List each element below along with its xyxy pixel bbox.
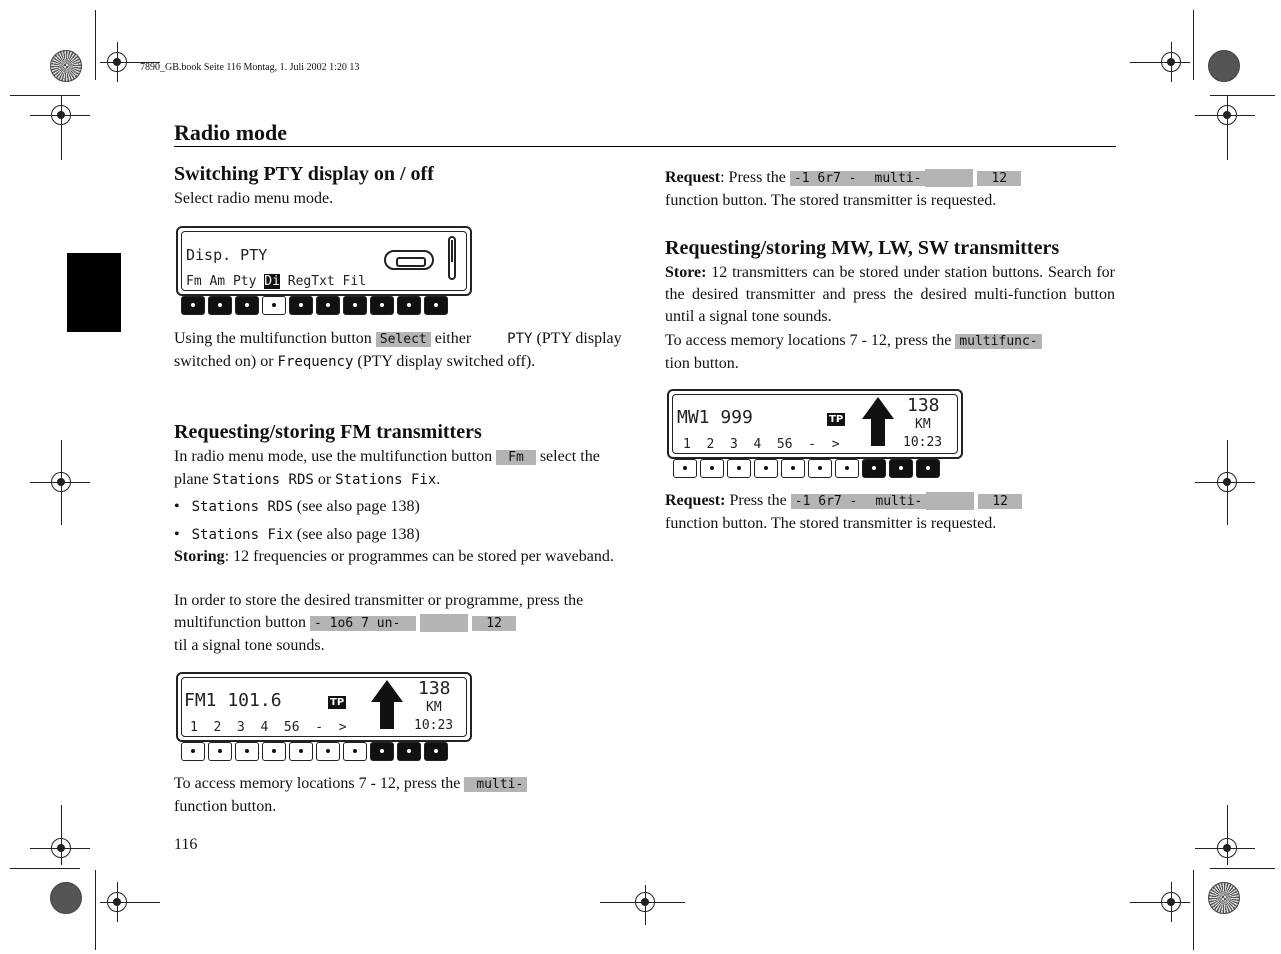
- display-line-2: Fm Am Pty Di RegTxt Fil: [186, 274, 367, 289]
- page-number: 116: [174, 836, 198, 853]
- section-heading-pty: Switching PTY display on / off: [174, 163, 434, 185]
- display-station: FM1 101.6: [184, 690, 282, 711]
- multifunction-button-5[interactable]: [289, 296, 313, 315]
- multifunction-button-3[interactable]: [235, 742, 259, 761]
- multifunction-button-row: [181, 296, 448, 315]
- display-presets: 1 2 3 4 56 - >: [190, 720, 347, 735]
- registration-mark: [51, 838, 71, 858]
- multifunction-button-1[interactable]: [181, 296, 205, 315]
- color-rosette-top-right: [1208, 50, 1240, 82]
- multifunction-button-3[interactable]: [727, 459, 751, 478]
- paragraph: To access memory locations 7 - 12, press the multifunc- tion button.: [665, 330, 1117, 375]
- multifunction-button-7[interactable]: [343, 296, 367, 315]
- registration-mark: [635, 892, 655, 912]
- registration-mark: [1161, 52, 1181, 72]
- display-selected-item: Di: [264, 274, 280, 289]
- crop-mark: [95, 870, 96, 950]
- color-rosette-bottom-right: [1208, 882, 1240, 914]
- registration-mark: [107, 892, 127, 912]
- paragraph: In radio menu mode, use the multifunction button Fm select the plane Stations RDS or Stations Fix.: [174, 448, 600, 488]
- multifunction-button-row: [181, 742, 448, 761]
- direction-arrow-icon: [371, 680, 403, 702]
- multifunction-button-1[interactable]: [673, 459, 697, 478]
- display-line-1: Disp. PTY: [186, 246, 268, 264]
- multifunction-button-4[interactable]: [262, 742, 286, 761]
- paragraph: In order to store the desired transmitter or programme, press the multifunction button - 1o6 7 un- 12 til a signal tone sounds.: [174, 592, 584, 654]
- multifunction-button-row: [673, 459, 940, 478]
- paragraph: Using the multifunction button Select either PTY (PTY display switched on) or Frequency (PTY display switched off).: [174, 330, 622, 370]
- radio-display-pty: [176, 226, 472, 296]
- traffic-program-icon: TP: [829, 414, 844, 425]
- crop-mark: [95, 10, 96, 80]
- radio-display-fm: [176, 672, 472, 742]
- cassette-icon: [384, 250, 434, 270]
- paragraph: Select radio menu mode.: [174, 190, 334, 207]
- registration-mark: [107, 52, 127, 72]
- multifunction-button-5[interactable]: [781, 459, 805, 478]
- registration-mark: [51, 472, 71, 492]
- multifunction-button-8[interactable]: [862, 459, 886, 478]
- display-distance: 138: [418, 678, 451, 699]
- registration-mark: [51, 105, 71, 125]
- multifunction-button-2[interactable]: [208, 296, 232, 315]
- direction-arrow-stem: [871, 418, 885, 446]
- color-rosette-bottom-left: [50, 882, 82, 914]
- crop-mark: [1193, 870, 1194, 950]
- multifunction-button-1[interactable]: [181, 742, 205, 761]
- paragraph: Store: 12 transmitters can be stored under station buttons. Search for the desired transmitter and press the desired multi-function button until a signal tone sounds.: [665, 264, 1116, 325]
- display-station: MW1 999: [677, 407, 753, 428]
- level-indicator-icon: [448, 236, 456, 280]
- paragraph: Storing: 12 frequencies or programmes can be stored per waveband.: [174, 548, 614, 565]
- paragraph: Request: Press the -1 6r7 - multi- 12 function button. The stored transmitter is requested.: [665, 167, 1117, 212]
- registration-mark: [1217, 105, 1237, 125]
- registration-mark: [1217, 838, 1237, 858]
- paragraph: Request: Press the -1 6r7 - multi- 12 function button. The stored transmitter is requested.: [665, 490, 1117, 535]
- multifunction-button-10[interactable]: [424, 742, 448, 761]
- multifunction-button-8[interactable]: [370, 742, 394, 761]
- multifunction-button-4[interactable]: [754, 459, 778, 478]
- traffic-program-icon: TP: [330, 697, 345, 708]
- section-heading-mw-lw-sw: Requesting/storing MW, LW, SW transmitters: [665, 237, 1060, 259]
- multifunction-button-9[interactable]: [397, 296, 421, 315]
- highlighted-button-label: Fm: [496, 450, 536, 465]
- crop-mark: [10, 868, 80, 869]
- multifunction-button-10[interactable]: [916, 459, 940, 478]
- multifunction-button-2[interactable]: [208, 742, 232, 761]
- display-presets: 1 2 3 4 56 - >: [683, 437, 840, 452]
- page-title: Radio mode: [174, 120, 288, 145]
- multifunction-button-6[interactable]: [808, 459, 832, 478]
- title-rule: [174, 146, 1116, 147]
- display-time: 10:23: [414, 718, 454, 733]
- list-item: • Stations Fix (see also page 138): [174, 526, 420, 543]
- section-heading-fm: Requesting/storing FM transmitters: [174, 421, 482, 443]
- crop-mark: [10, 95, 80, 96]
- multifunction-button-3[interactable]: [235, 296, 259, 315]
- chapter-tab-marker: [67, 253, 121, 332]
- multifunction-button-10[interactable]: [424, 296, 448, 315]
- paragraph: To access memory locations 7 - 12, press the multi- function button.: [174, 773, 626, 818]
- multifunction-button-7[interactable]: [343, 742, 367, 761]
- multifunction-button-8[interactable]: [370, 296, 394, 315]
- multifunction-button-6[interactable]: [316, 742, 340, 761]
- display-distance: 138: [907, 395, 940, 416]
- display-time: 10:23: [903, 435, 943, 450]
- multifunction-button-7[interactable]: [835, 459, 859, 478]
- multifunction-button-4[interactable]: [262, 296, 286, 315]
- multifunction-button-9[interactable]: [397, 742, 421, 761]
- direction-arrow-stem: [380, 701, 394, 729]
- book-header-line: 7890_GB.book Seite 116 Montag, 1. Juli 2002 1:20 13: [140, 62, 360, 73]
- multifunction-button-2[interactable]: [700, 459, 724, 478]
- direction-arrow-icon: [862, 397, 894, 419]
- multifunction-button-5[interactable]: [289, 742, 313, 761]
- radio-display-mw: [667, 389, 963, 459]
- multifunction-button-9[interactable]: [889, 459, 913, 478]
- display-unit: KM: [915, 417, 931, 432]
- multifunction-button-6[interactable]: [316, 296, 340, 315]
- crop-mark: [1193, 10, 1194, 80]
- registration-mark: [1217, 472, 1237, 492]
- crop-mark: [1210, 868, 1275, 869]
- reg-line: [1130, 902, 1190, 903]
- highlighted-button-label: Select: [376, 332, 431, 347]
- registration-mark: [1161, 892, 1181, 912]
- color-rosette-top-left: [50, 50, 82, 82]
- list-item: • Stations RDS (see also page 138): [174, 498, 420, 515]
- display-unit: KM: [426, 700, 442, 715]
- reg-line: [1130, 62, 1190, 63]
- crop-mark: [1210, 95, 1275, 96]
